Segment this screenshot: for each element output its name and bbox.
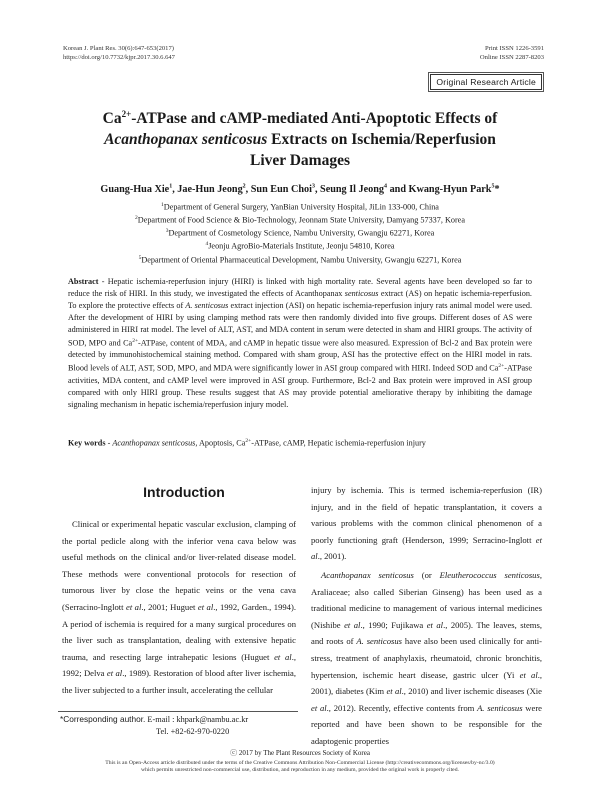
section-heading-introduction: Introduction bbox=[143, 484, 225, 500]
abstract-label: Abstract bbox=[68, 277, 99, 286]
paragraph: Acanthopanax senticosus (or Eleutherococcus senticosus, Araliaceae; also called Siberian Ginseng) has been used as a traditional medicine to management of various internal medicines (Nishibe et al., 1990; Fujikawa et al., 2005). The leaves, stems, and roots of A. senticosus have also been used clinically for anti-stress, treatment of anaphylaxis, rheumatoid, chronic bronchitis, hypertension, ischemic heart disease, gastric ulcer (Yi et al., 2001), diabetes (Kim et al., 2010) and liver ischemic diseases (Xie et al., 2012). Recently, effective contents from A. senticosus were reported and have been shown to be responsible for the adaptogenic properties bbox=[311, 569, 543, 746]
article-type-badge bbox=[428, 72, 544, 92]
footnote-divider bbox=[58, 711, 298, 712]
online-issn: Online ISSN 2287-8203 bbox=[479, 54, 544, 61]
author: Seung Il Jeong$^4$ and bbox=[320, 184, 409, 196]
intro-left-column bbox=[62, 516, 296, 699]
corresponding-author-label: *Corresponding author. bbox=[60, 714, 146, 724]
title-line-2: Acanthopanax senticosus Extracts on Ischemia/Reperfusion bbox=[104, 131, 496, 149]
author: Jae-Hun Jeong$^2$, bbox=[177, 184, 251, 196]
print-issn: Print ISSN 1226-3591 bbox=[485, 45, 544, 52]
paragraph: Clinical or experimental hepatic vascular exclusion, clamping of the portal pedicle along with the inferior vena cava below was useful methods on the clinical and/or liver-related disease model. These methods were conventional protocols for resection of tumorous liver by close the hepatic veins or the vena cava (Serracino-Inglott et al., 2001; Huguet et al., 1992, Garden., 1994). A period of ischemia is required for a many surgical procedures on the liver such as transplantation, dealing with extensive hepatic trauma, and resecting large intrahepatic lesions (Huguet et al., 1992; Delva et al., 1989). Restoration of blood after liver ischemia, the liver subjected to a further insult, accelerating the cellular bbox=[62, 519, 296, 695]
author: Kwang-Hyun Park$^5$* bbox=[408, 184, 500, 196]
intro-right-column bbox=[311, 482, 542, 750]
doi-link[interactable]: https://doi.org/10.7732/kjpr.2017.30.6.647 bbox=[63, 54, 175, 61]
journal-citation: Korean J. Plant Res. 30(6):647-653(2017) bbox=[63, 45, 174, 52]
title-line-1: $Ca^{2+}$-ATPase and cAMP-mediated Anti-Apoptotic Effects of bbox=[102, 109, 498, 128]
author: Guang-Hua Xie$^1$, bbox=[100, 184, 178, 196]
affiliation: $^2$Department of Food Science & Bio-Technology, Jeonnam State University, Damyang 57337, Korea bbox=[135, 215, 465, 225]
affiliation: $^4$Jeonju AgroBio-Materials Institute, Jeonju 54810, Korea bbox=[205, 241, 395, 252]
article-title bbox=[40, 104, 560, 171]
article-type-label: Original Research Article bbox=[430, 74, 542, 90]
abstract: Abstract - Hepatic ischemia-reperfusion injury (HIRI) is linked with high mortality rate. Several agents have been developed so far to reduce the risk of HIRI. In this study, we investigated the effects of Acanthopanax senticosus extract (AS) on hepatic ischemia-reperfusion. To explore the protective effects of A. senticosus extract injection (ASI) on hepatic ischemia-reperfusion injury rats animal model were used. After the development of HIRI by using clamping method rats were then randomly divided into five groups. Different doses of AS were administered in HIRI rat model. The level of ALT, AST, and MDA content in serum were detected in sham and HIRI groups. The activity of SOD, MPO and $Ca^{2+}$-ATPase, content of MDA, and cAMP in hepatic tissue were also measured. Expression of Bcl-2 and Bax protein were detected by immunohistochemical staining method. Compared with sham group, ASI has the protective effect on the HIRI model in rats. Blood levels of ALT, AST, SOD, MPO, and MDA were significantly lower in ASI group compared with HIRI. Indeed SOD and $Ca^{2+}$-ATPase activities, MDA content, and cAMP level were improved in ASI group. Furthermore, Bcl-2 and Bax protein were improved in ASI group compared with only HIRI group. These results suggest that AS may provide potential ameliorative therapy by inhibiting the damage signaling mechanism in hepatic ischemia/reperfusion injury model. bbox=[68, 277, 532, 409]
author-list bbox=[40, 184, 560, 195]
affiliation: $^1$Department of General Surgery, YanBian University Hospital, JiLin 133-000, China bbox=[161, 202, 439, 212]
title-line-3: Liver Damages bbox=[249, 152, 351, 170]
corresponding-email[interactable]: E-mail : khpark@nambu.ac.kr bbox=[145, 715, 249, 724]
keywords: Key words - Acanthopanax senticosus, Apoptosis, $Ca^{2+}$-ATPase, cAMP, Hepatic ischemia-reperfusion injury bbox=[68, 438, 426, 448]
keywords-label: Key words bbox=[68, 438, 106, 448]
copyright: ⓒ 2017 by The Plant Resources Society of Korea bbox=[230, 749, 370, 757]
affiliations bbox=[40, 200, 560, 266]
license-notice: This is an Open-Access article distributed under the terms of the Creative Commons Attribution Non-Commercial License (http://creativecommons.org/licenses/by-nc/3.0) which permits unrestricted non-commercial use, distribution, and reproduction in any medium, provided the original work is properly cited. bbox=[105, 760, 495, 774]
affiliation: $^5$Department of Oriental Pharmaceutical Development, Nambu University, Gwangju 62271, Korea bbox=[138, 254, 462, 265]
corresponding-phone: Tel. +82-62-970-0220 bbox=[156, 727, 230, 736]
affiliation: $^3$Department of Cosmetology Science, Nambu University, Gwangju 62271, Korea bbox=[165, 228, 435, 239]
paragraph: injury by ischemia. This is termed ischemia-reperfusion (IR) injury, and in the field of hepatic transplantation, it covers a various problems with the common clinical phenomenon of a poorly functioning graft (Henderson, 1999; Serracino-Inglott et al., 2001). bbox=[311, 485, 542, 562]
corresponding-author bbox=[60, 714, 248, 725]
author: Sun Eun Choi$^3$, bbox=[250, 184, 321, 196]
